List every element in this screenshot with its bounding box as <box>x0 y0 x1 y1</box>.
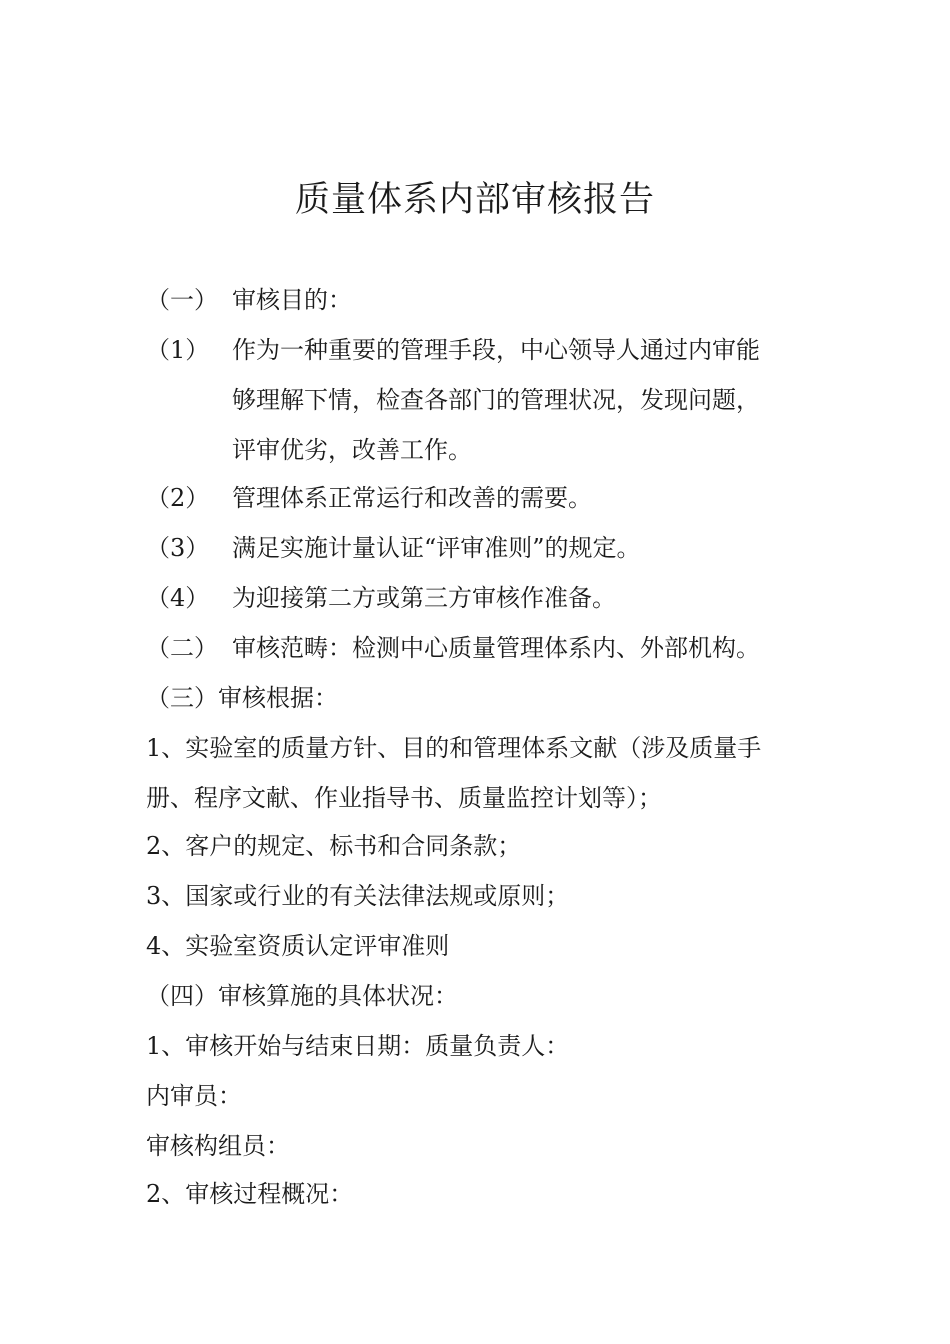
purpose-1-line-3: 评审优劣，改善工作。 <box>232 436 472 464</box>
purpose-1-line-2: 够理解下情，检查各部门的管理状况，发现问题， <box>232 386 760 414</box>
implementation-item-1: 1、审核开始与结束日期：质量负责人： <box>146 1032 570 1060</box>
purpose-2-marker: （2） <box>146 484 210 512</box>
purpose-3-marker: （3） <box>146 534 210 562</box>
implementation-item-2: 2、审核过程概况： <box>146 1180 354 1208</box>
purpose-1-marker: （1） <box>146 336 210 364</box>
section-2-text: 审核范畴：检测中心质量管理体系内、外部机构。 <box>232 634 760 662</box>
basis-item-1-line-1: 1、实验室的质量方针、目的和管理体系文献（涉及质量手 <box>146 734 762 762</box>
section-1-heading: 审核目的： <box>232 286 352 314</box>
section-2-marker: （二） <box>146 634 218 662</box>
section-3-heading: （三）审核根据： <box>146 684 338 712</box>
basis-item-3: 3、国家或行业的有关法律法规或原则； <box>146 882 570 910</box>
basis-item-2: 2、客户的规定、标书和合同条款； <box>146 832 522 860</box>
purpose-1-line-1: 作为一种重要的管理手段，中心领导人通过内审能 <box>232 336 760 364</box>
internal-auditor-label: 内审员： <box>146 1082 242 1110</box>
purpose-3-line-1: 满足实施计量认证“评审准则”的规定。 <box>232 534 641 562</box>
page-title: 质量体系内部审核报告 <box>294 180 655 220</box>
purpose-2-line-1: 管理体系正常运行和改善的需要。 <box>232 484 592 512</box>
basis-item-1-line-2: 册、程序文献、作业指导书、质量监控计划等）； <box>146 784 662 812</box>
section-4-heading: （四）审核算施的具体状况： <box>146 982 458 1010</box>
purpose-4-marker: （4） <box>146 584 210 612</box>
basis-item-4: 4、实验室资质认定评审准则 <box>146 932 450 960</box>
audit-team-label: 审核构组员： <box>146 1132 290 1160</box>
purpose-4-line-1: 为迎接第二方或第三方审核作准备。 <box>232 584 616 612</box>
section-1-marker: （一） <box>146 286 218 314</box>
